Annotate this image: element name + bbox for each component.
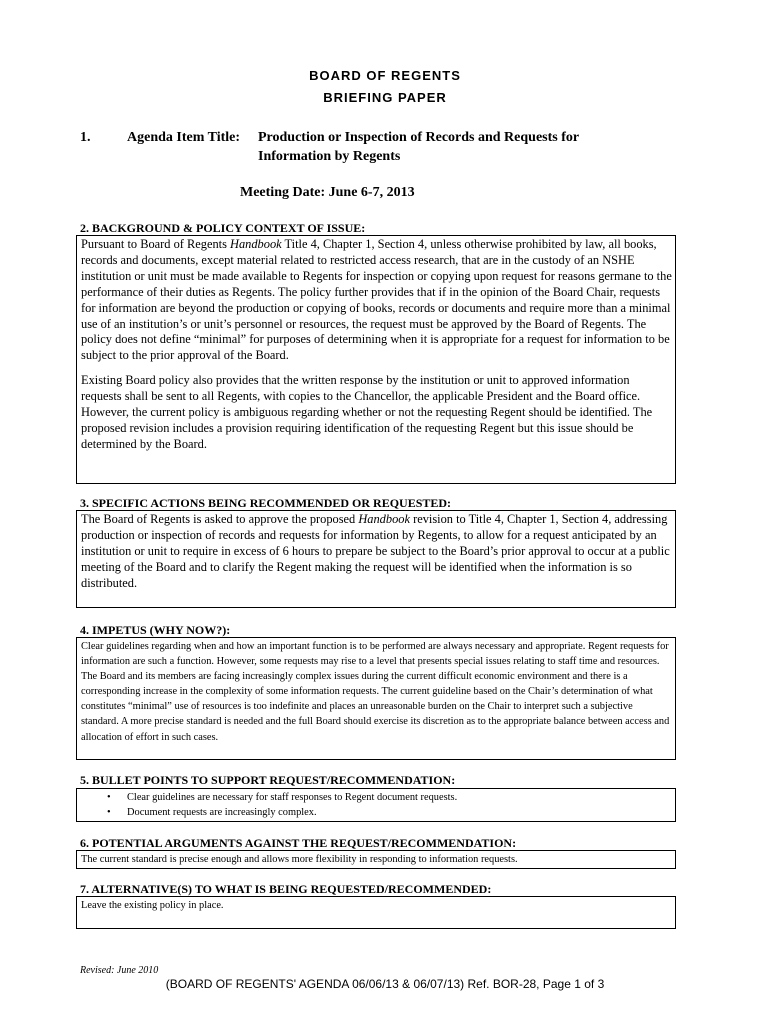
bullet-item: • Document requests are increasingly complex. [81, 805, 672, 820]
board-header: BOARD OF REGENTS [309, 68, 461, 83]
revised-date: Revised: June 2010 [80, 965, 159, 976]
impetus-section-title: 4. IMPETUS (WHY NOW?): [80, 623, 231, 637]
actions-box [76, 510, 676, 608]
agenda-title-line1: Production or Inspection of Records and Requests for [258, 130, 580, 145]
arguments-section-title: 6. POTENTIAL ARGUMENTS AGAINST THE REQUEST/RECOMMENDATION: [80, 836, 517, 850]
alternatives-box [76, 896, 676, 929]
arguments-text: The current standard is precise enough and allows more flexibility in responding to information requests. [81, 854, 518, 865]
page-reference: (BOARD OF REGENTS' AGENDA 06/06/13 & 06/07/13) Ref. BOR-28, Page 1 of 3 [165, 977, 605, 991]
agenda-title-line2: Information by Regents [258, 149, 401, 164]
agenda-number: 1. [80, 130, 91, 145]
meeting-date: Meeting Date: June 6-7, 2013 [240, 185, 415, 200]
alternatives-section-title: 7. ALTERNATIVE(S) TO WHAT IS BEING REQUESTED/RECOMMENDED: [80, 882, 492, 896]
agenda-label: Agenda Item Title: [127, 130, 241, 145]
bullet-list [81, 790, 672, 820]
actions-paragraph: The Board of Regents is asked to approve the proposed Handbook revision to Title 4, Chapter 1, Section 4, addressing production or inspection of records and requests for information by Regents, to allow for a request anticipated by an institution or unit to require in excess of 6 hours to prepare be subject to the Board’s prior approval to occur at a public meeting of the Board and to clarify the Regent making the request will be identified when the information is so distributed. [81, 512, 670, 590]
bullets-box [76, 788, 676, 822]
background-section-title: 2. BACKGROUND & POLICY CONTEXT OF ISSUE: [80, 221, 366, 235]
bullets-section-title: 5. BULLET POINTS TO SUPPORT REQUEST/RECOMMENDATION: [80, 773, 456, 787]
bullet-item: • Clear guidelines are necessary for staff responses to Regent document requests. [81, 790, 672, 805]
impetus-text: Clear guidelines regarding when and how an important function is to be performed are always necessary and appropriate. Regent requests for information are such a function. However, some requests may rise to a level that presents special issues relating to staff time and resources. The Board and its members are facing increasingly complex issues during the current difficult economic environment and there is a corresponding increase in the complexity of some information requests. The current guideline based on the Chair’s determination of what constitutes “minimal” use of resources is too indefinite and places an unreasonable burden on the Chair to interpret such a subjective standard. A more precise standard is needed and the full Board should exercise its discretion as to the appropriate balance between access and allocation of effort in such cases. [81, 641, 670, 743]
background-paragraph-1: Pursuant to Board of Regents Handbook Title 4, Chapter 1, Section 4, unless otherwise prohibited by law, all books, records and documents, except material related to restricted access research, that are in the custody of an NSHE institution or unit must be made available to Regents for inspection or copying upon request for reasons germane to the performance of their duties as Regents. The policy further provides that if in the opinion of the Board Chair, requests for information are beyond the production or copying of books, records or documents and require more than a minimal use of an institution’s or unit’s personnel or resources, the request must be approved by the Board of Regents. The policy does not define “minimal” for purposes of determining when it is appropriate for a request for information to be subject to the prior approval of the Board. [81, 237, 672, 363]
alternatives-text: Leave the existing policy in place. [81, 900, 224, 911]
background-box [76, 235, 676, 484]
arguments-box [76, 850, 676, 869]
impetus-box [76, 637, 676, 760]
actions-section-title: 3. SPECIFIC ACTIONS BEING RECOMMENDED OR REQUESTED: [80, 496, 452, 510]
background-paragraph-2: Existing Board policy also provides that the written response by the institution or unit to approved information requests shall be sent to all Regents, with copies to the Chancellor, the applicable President and the Board office. However, the current policy is ambiguous regarding whether or not the requesting Regent should be identified. The proposed revision includes a provision requiring identification of the requesting Regent but this issue should be determined by the Board. [81, 373, 653, 451]
briefing-header: BRIEFING PAPER [323, 90, 447, 105]
